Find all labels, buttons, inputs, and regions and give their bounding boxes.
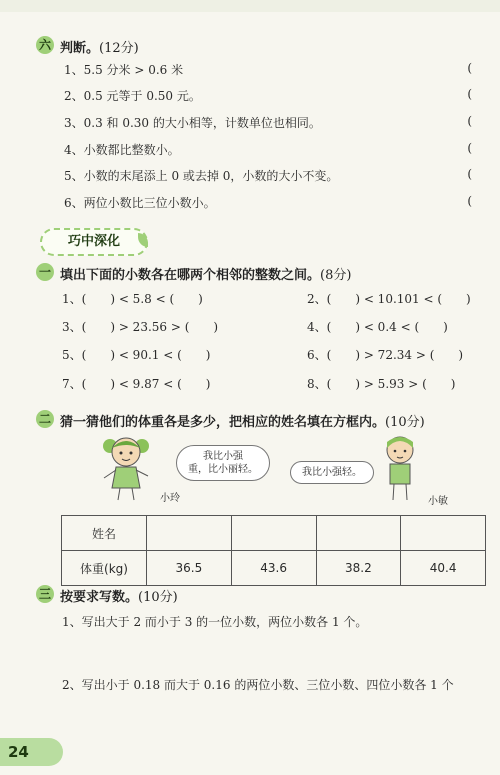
- girl-illustration: [98, 432, 160, 504]
- table-row-weights: [62, 551, 486, 586]
- judge-item-2: 2、0.5 元等于 0.50 元。: [64, 89, 201, 103]
- part3-title: [60, 586, 178, 605]
- between-item-4: 4、( ) < 0.4 < ( ): [307, 320, 448, 334]
- table-head-weight: 体重(kg): [62, 551, 147, 586]
- part2-title-text: 猜一猜他们的体重各是多少，把相应的姓名填在方框内。: [60, 415, 386, 430]
- part1-badge: 一: [36, 263, 54, 281]
- section6-title: [60, 37, 139, 56]
- part1-title-text: 填出下面的小数各在哪两个相邻的整数之间。: [60, 268, 321, 283]
- name-cell-2[interactable]: [231, 516, 316, 551]
- name-label-left: 小玲: [160, 493, 180, 504]
- part1-title: [60, 264, 351, 283]
- weight-cell-1: 36.5: [147, 551, 232, 586]
- page-number: 24: [0, 738, 63, 766]
- part2-points: (10分): [385, 415, 425, 430]
- judge-item-4: 4、小数都比整数小。: [64, 143, 180, 157]
- name-cell-1[interactable]: [147, 516, 232, 551]
- section6-points: (12分): [99, 41, 139, 56]
- table-row-names: [62, 516, 486, 551]
- between-item-2: 2、( ) < 10.101 < ( ): [307, 292, 471, 306]
- answer-paren-5[interactable]: (: [467, 167, 472, 181]
- between-item-6: 6、( ) > 72.34 > ( ): [307, 348, 464, 362]
- answer-paren-3[interactable]: (: [467, 114, 472, 128]
- answer-paren-1[interactable]: (: [467, 61, 472, 75]
- part1-points: (8分): [320, 268, 352, 283]
- judge-item-6: 6、两位小数比三位小数小。: [64, 196, 216, 210]
- table-head-name: 姓名: [62, 516, 147, 551]
- between-item-3: 3、( ) > 23.56 > ( ): [62, 320, 219, 334]
- weight-cell-2: 43.6: [231, 551, 316, 586]
- answer-paren-4[interactable]: (: [467, 141, 472, 155]
- between-item-5: 5、( ) < 90.1 < ( ): [62, 348, 211, 362]
- part3-points: (10分): [138, 590, 178, 605]
- judge-item-5: 5、小数的末尾添上 0 或去掉 0，小数的大小不变。: [64, 169, 339, 183]
- between-item-8: 8、( ) > 5.93 > ( ): [307, 377, 456, 391]
- speech-bubble-left: [176, 445, 270, 481]
- name-label-right: 小敏: [428, 496, 448, 507]
- section-banner: 巧中深化: [40, 228, 148, 256]
- judge-item-3: 3、0.3 和 0.30 的大小相等，计数单位也相同。: [64, 116, 321, 130]
- name-cell-3[interactable]: [316, 516, 401, 551]
- weight-table: [61, 515, 486, 586]
- name-cell-4[interactable]: [401, 516, 486, 551]
- bubble-left-line-2: 重，比小丽轻。: [188, 464, 258, 475]
- answer-paren-6[interactable]: (: [467, 194, 472, 208]
- part2-badge: 二: [36, 410, 54, 428]
- weight-cell-4: 40.4: [401, 551, 486, 586]
- part3-badge: 三: [36, 585, 54, 603]
- write-item-2: 2、写出小于 0.18 而大于 0.16 的两位小数、三位小数、四位小数各 1 个: [62, 678, 454, 692]
- boy-illustration: [378, 434, 422, 504]
- part2-title: [60, 411, 425, 430]
- answer-paren-2[interactable]: (: [467, 87, 472, 101]
- write-item-1: 1、写出大于 2 而小于 3 的一位小数，两位小数各 1 个。: [62, 615, 368, 629]
- judge-item-1: 1、5.5 分米 > 0.6 米: [64, 63, 184, 77]
- section6-title-text: 判断。: [60, 41, 100, 56]
- section6-badge: 六: [36, 36, 54, 54]
- between-item-1: 1、( ) < 5.8 < ( ): [62, 292, 203, 306]
- part3-title-text: 按要求写数。: [60, 590, 139, 605]
- between-item-7: 7、( ) < 9.87 < ( ): [62, 377, 211, 391]
- bubble-left-line-1: 我比小强: [203, 451, 243, 462]
- speech-bubble-right: 我比小强轻。: [290, 461, 374, 484]
- weight-cell-3: 38.2: [316, 551, 401, 586]
- top-band: [0, 0, 500, 12]
